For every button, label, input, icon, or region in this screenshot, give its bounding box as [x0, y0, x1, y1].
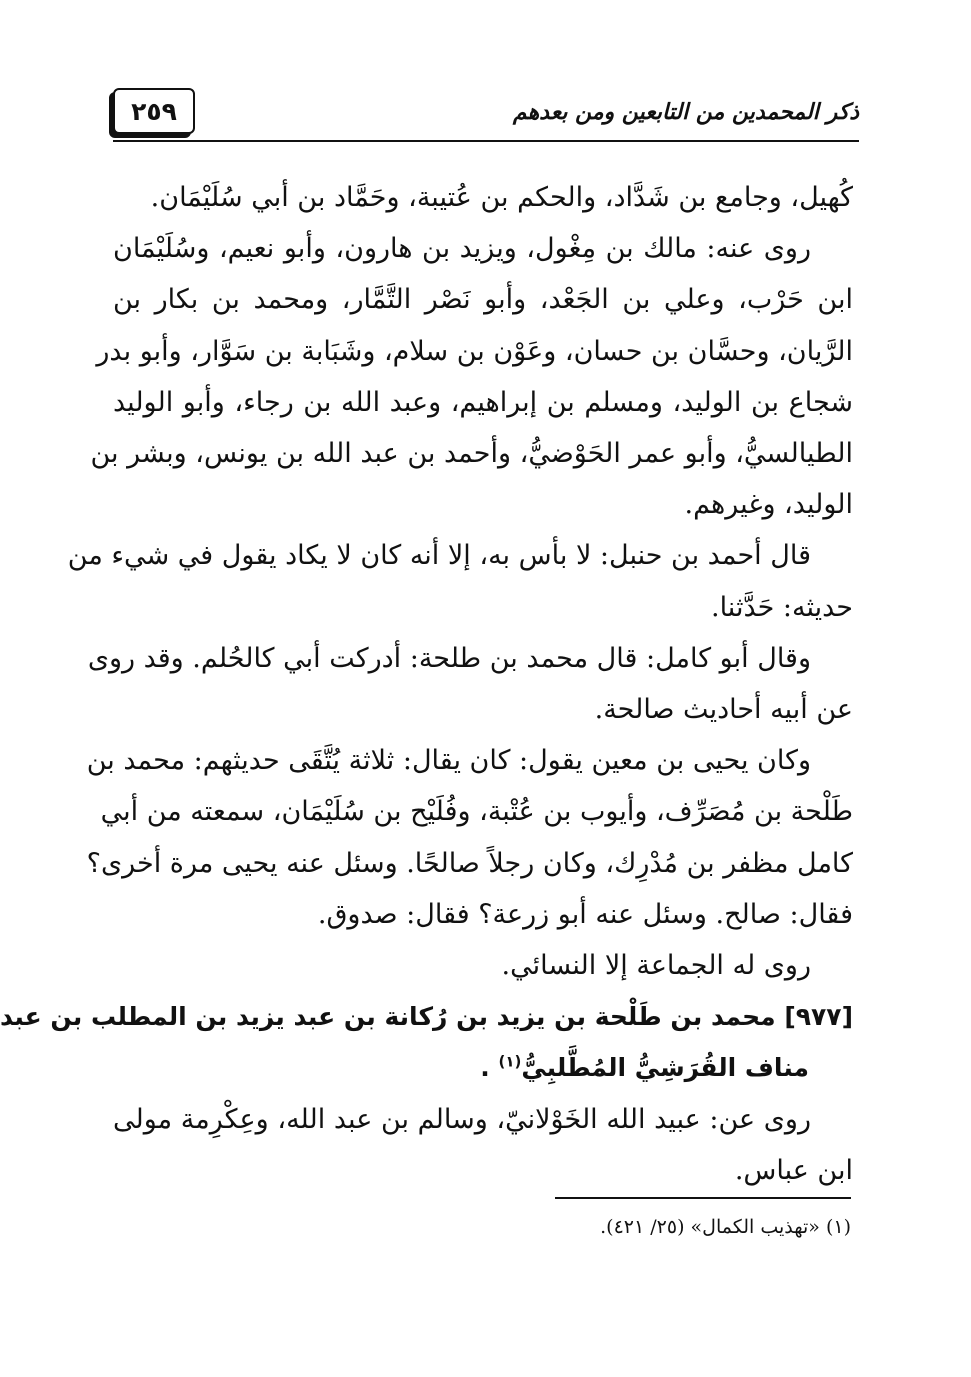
page-number: ٢٥٩ — [113, 88, 195, 134]
text-line: الرَّيان، وحسَّان بن حسان، وعَوْن بن سلام، وشَبَابة بن سَوَّار، وأبو بدر — [96, 335, 853, 367]
footnote: (١) «تهذيب الكمال» (٢٥/ ٤٢١). — [600, 1216, 851, 1238]
text-line: شجاع بن الوليد، ومسلم بن إبراهيم، وعبد الله بن رجاء، وأبو الوليد — [113, 386, 853, 418]
entry-heading-line: [٩٧٧] محمد بن طَلْحة بن يزيد بن رُكانة بن عبد يزيد بن المطلب بن عبد — [0, 1002, 853, 1032]
entry-heading-period: . — [480, 1053, 490, 1083]
text-line: عن أبيه أحاديث صالحة. — [594, 694, 853, 726]
text-line: الطيالسيُّ، وأبو عمر الحَوْضيُّ، وأحمد بن عبد الله بن يونس، وبشر بن — [90, 438, 853, 470]
text-line: طَلْحة بن مُصَرِّف، وأيوب بن عُتْبة، وفُلَيْح بن سُلَيْمَان، سمعته من أبي — [100, 796, 853, 828]
entry-heading-line — [113, 1042, 853, 1093]
text-line: ابن حَرْب، وعلي بن الجَعْد، وأبو نَصْر التَّمَّار، ومحمد بن بكار بن — [113, 284, 853, 316]
footnote-separator — [555, 1197, 851, 1199]
text-line: كامل مظفر بن مُدْرِك، وكان رجلاً صالحًا. وسئل عنه يحيى مرة أخرى؟ — [86, 847, 853, 879]
footnote-reference: (١) — [498, 1053, 522, 1072]
text-line: وقال أبو كامل: قال محمد بن طلحة: أدركت أبي كالحُلم. وقد روى — [87, 642, 811, 674]
text-line: كُهيل، وجامع بن شَدَّاد، والحكم بن عُتيبة، وحَمَّاد بن أبي سُلَيْمَان. — [150, 182, 853, 213]
text-line: روى له الجماعة إلا النسائي. — [501, 950, 811, 982]
body-text — [0, 172, 853, 1196]
text-line: فقال: صالح. وسئل عنه أبو زرعة؟ فقال: صدوق. — [317, 898, 853, 930]
text-line: الوليد، وغيرهم. — [684, 489, 853, 521]
text-line: ابن عباس. — [734, 1154, 853, 1186]
running-head: ذكر المحمدين من التابعين ومن بعدهم — [512, 100, 859, 125]
entry-heading-name: مناف القُرَشِيُّ المُطَّلبِيُّ — [521, 1053, 809, 1083]
text-line: روى عنه: مالك بن مِغْول، ويزيد بن هارون، وأبو نعيم، وسُلَيْمَان — [113, 233, 811, 265]
text-line: قال أحمد بن حنبل: لا بأس به، إلا أنه كان لا يكاد يقول في شيء من — [67, 540, 811, 572]
text-line: روى عن: عبيد الله الخَوْلانيّ، وسالم بن عبد الله، وعِكْرِمة مولى — [113, 1103, 811, 1135]
text-line: وكان يحيى بن معين يقول: كان يقال: ثلاثة يُتَّقَى حديثهم: محمد بن — [86, 745, 811, 777]
page-header — [113, 84, 859, 142]
text-line: حديثه: حَدَّثنا. — [710, 591, 853, 623]
